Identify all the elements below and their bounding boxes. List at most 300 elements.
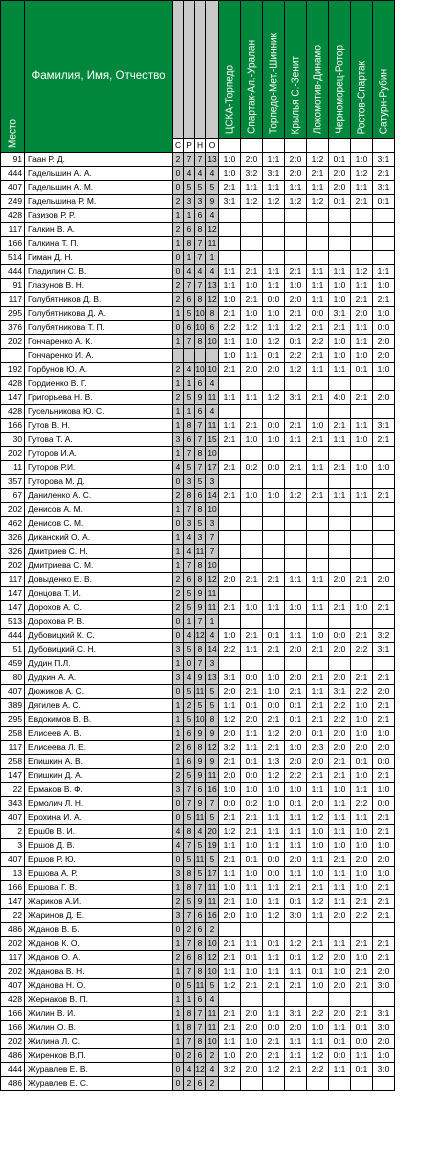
result-cell: 0:1 <box>241 755 263 769</box>
stat-cell: 9 <box>195 391 206 405</box>
place-cell: 444 <box>1 629 25 643</box>
result-cell: 1:1 <box>285 825 307 839</box>
result-cell: 2:1 <box>219 433 241 447</box>
result-cell: 1:1 <box>263 811 285 825</box>
name-cell: Денисов С. М. <box>25 517 173 531</box>
stat-cell: 8 <box>195 223 206 237</box>
stat-cell: 5 <box>184 601 195 615</box>
stat-cell: 10 <box>206 559 219 573</box>
result-cell: 0:1 <box>263 349 285 363</box>
result-cell <box>219 223 241 237</box>
stat-cell: 9 <box>195 769 206 783</box>
name-cell: Гончаренко И. А. <box>25 349 173 363</box>
table-row <box>1 839 395 853</box>
result-cell: 2:2 <box>351 797 373 811</box>
name-cell: Даниленко А. С. <box>25 489 173 503</box>
name-cell: Ерохина И. А. <box>25 811 173 825</box>
result-cell <box>219 237 241 251</box>
result-cell: 2:3 <box>307 741 329 755</box>
result-cell: 0:1 <box>285 895 307 909</box>
stat-cell: 2 <box>173 769 184 783</box>
name-cell: Ерш0в В. И. <box>25 825 173 839</box>
result-cell: 0:1 <box>373 195 395 209</box>
table-row <box>1 307 395 321</box>
stat-cell: 8 <box>195 937 206 951</box>
place-cell: 166 <box>1 1007 25 1021</box>
result-cell: 1:1 <box>263 181 285 195</box>
table-row <box>1 755 395 769</box>
result-cell: 3:1 <box>263 167 285 181</box>
result-cell: 1:0 <box>263 433 285 447</box>
stat-cell: 1 <box>173 1007 184 1021</box>
stat-cell: 6 <box>195 923 206 937</box>
result-cell: 2:0 <box>307 755 329 769</box>
result-cell: 3:2 <box>373 629 395 643</box>
result-cell <box>373 405 395 419</box>
result-cell: 0:1 <box>285 699 307 713</box>
table-row <box>1 615 395 629</box>
result-cell <box>219 517 241 531</box>
result-cell: 2:1 <box>373 433 395 447</box>
name-cell: Жданова В. Н. <box>25 965 173 979</box>
match-letter-spacer <box>263 139 285 153</box>
result-cell <box>263 923 285 937</box>
stat-cell: 4 <box>206 993 219 1007</box>
stat-cell: 0 <box>173 797 184 811</box>
result-cell: 1:1 <box>263 321 285 335</box>
result-cell <box>285 475 307 489</box>
stat-cell: 4 <box>206 405 219 419</box>
result-cell: 1:1 <box>285 867 307 881</box>
result-cell <box>285 993 307 1007</box>
name-cell: Гутов В. Н. <box>25 419 173 433</box>
result-cell: 1:0 <box>351 951 373 965</box>
stat-cell: 6 <box>195 1077 206 1091</box>
place-cell: 117 <box>1 293 25 307</box>
stat-cell: 4 <box>206 1063 219 1077</box>
match-header: Ростов-Спартак <box>351 1 373 139</box>
stat-cell: 1 <box>173 965 184 979</box>
stat-cell: 3 <box>173 909 184 923</box>
result-cell <box>307 993 329 1007</box>
name-header: Фамилия, Имя, Отчество <box>25 1 173 153</box>
result-cell <box>263 587 285 601</box>
result-cell: 1:1 <box>351 181 373 195</box>
stat-cell: 11 <box>206 587 219 601</box>
stat-cell: 9 <box>195 587 206 601</box>
result-cell: 1:1 <box>285 811 307 825</box>
table-row <box>1 923 395 937</box>
place-cell: 486 <box>1 1049 25 1063</box>
result-cell: 2:1 <box>219 1021 241 1035</box>
name-cell: Елисеева Л. Е. <box>25 741 173 755</box>
result-cell <box>307 405 329 419</box>
stat-cell: 1 <box>173 405 184 419</box>
result-cell: 0:0 <box>219 797 241 811</box>
result-cell: 1:2 <box>263 1063 285 1077</box>
table-row <box>1 377 395 391</box>
result-cell: 1:1 <box>329 433 351 447</box>
stat-cell: 5 <box>184 853 195 867</box>
result-cell: 2:0 <box>241 1049 263 1063</box>
table-row <box>1 209 395 223</box>
table-row <box>1 629 395 643</box>
place-cell: 147 <box>1 391 25 405</box>
stat-cell: 5 <box>195 517 206 531</box>
name-cell: Епишкин А. В. <box>25 755 173 769</box>
name-cell: Елисеев А. В. <box>25 727 173 741</box>
table-row <box>1 825 395 839</box>
result-cell <box>219 377 241 391</box>
result-cell: 2:1 <box>329 321 351 335</box>
stat-cell: 8 <box>184 1021 195 1035</box>
result-cell: 1:0 <box>329 335 351 349</box>
result-cell: 3:1 <box>219 195 241 209</box>
result-cell: 2:0 <box>285 293 307 307</box>
place-cell: 389 <box>1 699 25 713</box>
result-cell <box>219 587 241 601</box>
stat-cell: 7 <box>195 1007 206 1021</box>
place-cell: 166 <box>1 419 25 433</box>
table-row <box>1 699 395 713</box>
result-cell: 1:0 <box>263 307 285 321</box>
name-cell: Голубятников Д. В. <box>25 293 173 307</box>
stat-cell: 6 <box>195 783 206 797</box>
stat-cell: 8 <box>184 489 195 503</box>
table-row <box>1 237 395 251</box>
result-cell: 1:0 <box>241 1035 263 1049</box>
result-cell: 2:1 <box>351 979 373 993</box>
stat-cell: 2 <box>184 699 195 713</box>
stat-cell: 1 <box>184 377 195 391</box>
stat-cell: 5 <box>184 461 195 475</box>
result-cell: 1:2 <box>263 391 285 405</box>
stat-cell: 5 <box>184 811 195 825</box>
place-cell: 2 <box>1 825 25 839</box>
stat-cell: 7 <box>184 335 195 349</box>
result-cell: 1:0 <box>307 867 329 881</box>
result-cell: 1:0 <box>351 433 373 447</box>
stat-cell: 2 <box>206 1077 219 1091</box>
result-cell: 0:2 <box>241 797 263 811</box>
stat-cell: 3 <box>184 195 195 209</box>
result-cell: 1:2 <box>263 727 285 741</box>
result-cell: 0:0 <box>263 419 285 433</box>
result-cell: 1:1 <box>219 335 241 349</box>
table-row <box>1 895 395 909</box>
result-cell <box>329 531 351 545</box>
stat-cell: 10 <box>195 307 206 321</box>
result-cell: 2:2 <box>351 909 373 923</box>
stat-cell: 1 <box>184 209 195 223</box>
result-cell: 2:1 <box>285 685 307 699</box>
result-cell: 1:1 <box>329 797 351 811</box>
result-cell: 1:1 <box>307 783 329 797</box>
stat-cell: 1 <box>173 447 184 461</box>
result-cell: 0:1 <box>329 153 351 167</box>
result-cell: 1:1 <box>285 1049 307 1063</box>
stat-cell: 10 <box>206 363 219 377</box>
stat-cell: 1 <box>206 615 219 629</box>
stat-cell: 6 <box>184 223 195 237</box>
result-cell <box>351 615 373 629</box>
table-row <box>1 965 395 979</box>
result-cell: 1:0 <box>351 867 373 881</box>
result-cell: 1:1 <box>351 489 373 503</box>
result-cell: 1:1 <box>307 461 329 475</box>
result-cell <box>241 657 263 671</box>
result-cell <box>219 405 241 419</box>
result-cell <box>285 405 307 419</box>
result-cell: 1:1 <box>241 727 263 741</box>
result-cell: 1:1 <box>329 881 351 895</box>
place-cell: 91 <box>1 279 25 293</box>
result-cell: 1:1 <box>307 601 329 615</box>
result-cell: 2:0 <box>285 153 307 167</box>
stat-cell: 5 <box>206 979 219 993</box>
stat-cell: 1 <box>173 937 184 951</box>
stat-cell: 3 <box>173 433 184 447</box>
result-cell: 2:1 <box>351 671 373 685</box>
result-cell: 1:1 <box>351 335 373 349</box>
result-cell: 2:1 <box>285 265 307 279</box>
stat-cell: 7 <box>195 1021 206 1035</box>
stat-cell: 16 <box>206 783 219 797</box>
result-cell: 0:0 <box>263 461 285 475</box>
result-cell: 1:0 <box>307 419 329 433</box>
result-cell: 1:1 <box>219 839 241 853</box>
stat-cell: 5 <box>206 685 219 699</box>
place-cell: 147 <box>1 895 25 909</box>
table-body <box>1 153 395 1091</box>
result-cell <box>263 517 285 531</box>
result-cell: 1:1 <box>329 811 351 825</box>
result-cell <box>285 1077 307 1091</box>
table-row <box>1 783 395 797</box>
result-cell: 1:1 <box>307 573 329 587</box>
result-cell: 2:0 <box>373 391 395 405</box>
stat-cell: 2 <box>173 391 184 405</box>
result-cell: 2:1 <box>329 601 351 615</box>
result-cell <box>241 587 263 601</box>
result-cell <box>219 993 241 1007</box>
result-cell: 1:1 <box>263 965 285 979</box>
result-cell: 1:0 <box>373 461 395 475</box>
result-cell: 1:0 <box>373 1049 395 1063</box>
place-cell: 486 <box>1 923 25 937</box>
stat-cell: 2 <box>173 489 184 503</box>
result-cell: 2:1 <box>373 811 395 825</box>
result-cell: 2:1 <box>373 769 395 783</box>
stat-cell: 4 <box>206 167 219 181</box>
stat-cell: 10 <box>206 335 219 349</box>
result-cell: 1:2 <box>219 713 241 727</box>
result-cell: 0:1 <box>241 951 263 965</box>
stat-cell: 13 <box>206 153 219 167</box>
table-row <box>1 1077 395 1091</box>
stat-cell: 5 <box>195 867 206 881</box>
result-cell: 2:0 <box>263 363 285 377</box>
name-cell: Дмитриева С. М. <box>25 559 173 573</box>
place-cell: 462 <box>1 517 25 531</box>
result-cell <box>285 923 307 937</box>
place-cell: 91 <box>1 153 25 167</box>
match-letter-spacer <box>351 139 373 153</box>
result-cell <box>263 993 285 1007</box>
name-cell: Дюжиков А. С. <box>25 685 173 699</box>
stat-cell: 11 <box>206 1021 219 1035</box>
table-row <box>1 419 395 433</box>
stat-cell: 9 <box>195 895 206 909</box>
result-cell: 1:0 <box>329 839 351 853</box>
result-cell <box>285 377 307 391</box>
stat-cell: 6 <box>195 209 206 223</box>
stat-cell: 11 <box>206 881 219 895</box>
stat-cell: 0 <box>173 181 184 195</box>
result-cell: 1:1 <box>263 825 285 839</box>
stat-cell: 4 <box>184 265 195 279</box>
result-cell <box>219 923 241 937</box>
result-cell <box>307 531 329 545</box>
result-cell: 1:1 <box>263 895 285 909</box>
place-cell: 22 <box>1 783 25 797</box>
stat-cell: 12 <box>206 951 219 965</box>
table-row <box>1 335 395 349</box>
stat-cell: 1 <box>173 545 184 559</box>
stat-cell: 8 <box>184 881 195 895</box>
result-cell: 1:1 <box>351 419 373 433</box>
stat-cell: 6 <box>184 433 195 447</box>
result-cell: 2:2 <box>285 769 307 783</box>
result-cell <box>263 237 285 251</box>
stat-cell: 17 <box>206 867 219 881</box>
stat-cell: 6 <box>184 321 195 335</box>
result-cell: 2:1 <box>241 979 263 993</box>
result-cell <box>241 503 263 517</box>
result-cell: 2:0 <box>219 909 241 923</box>
result-cell <box>329 615 351 629</box>
result-cell: 2:0 <box>329 573 351 587</box>
stat-cell: 7 <box>195 615 206 629</box>
place-cell: 407 <box>1 181 25 195</box>
place-cell: 80 <box>1 671 25 685</box>
result-cell: 2:1 <box>219 895 241 909</box>
table-row <box>1 881 395 895</box>
result-cell <box>241 615 263 629</box>
result-cell: 3:0 <box>285 909 307 923</box>
place-cell: 428 <box>1 377 25 391</box>
stat-cell: 16 <box>206 909 219 923</box>
result-cell <box>241 251 263 265</box>
result-cell <box>329 223 351 237</box>
result-cell: 2:1 <box>263 573 285 587</box>
result-cell: 2:1 <box>307 167 329 181</box>
result-cell: 1:1 <box>285 433 307 447</box>
place-cell: 343 <box>1 797 25 811</box>
result-cell: 4:0 <box>329 391 351 405</box>
stat-cell: 4 <box>184 671 195 685</box>
result-cell <box>373 475 395 489</box>
result-cell: 1:0 <box>307 629 329 643</box>
result-cell: 1:2 <box>351 265 373 279</box>
table-row <box>1 979 395 993</box>
result-cell: 1:0 <box>329 293 351 307</box>
result-cell <box>373 237 395 251</box>
result-cell: 2:0 <box>219 685 241 699</box>
name-cell: Журавлев Е. В. <box>25 1063 173 1077</box>
result-cell: 1:1 <box>351 1049 373 1063</box>
result-cell: 2:1 <box>373 937 395 951</box>
result-cell: 3:2 <box>219 1063 241 1077</box>
match-letter-spacer <box>219 139 241 153</box>
stat-cell: 8 <box>206 713 219 727</box>
match-header: Черноморец-Ротор <box>329 1 351 139</box>
table-row <box>1 195 395 209</box>
result-cell: 2:1 <box>219 363 241 377</box>
result-cell: 2:1 <box>373 601 395 615</box>
result-cell: 3:0 <box>373 1063 395 1077</box>
name-cell: Епишкин Д. А. <box>25 769 173 783</box>
place-cell: 428 <box>1 209 25 223</box>
stat-cell: 11 <box>206 391 219 405</box>
result-cell: 0:0 <box>373 755 395 769</box>
result-cell: 1:1 <box>329 265 351 279</box>
result-cell: 1:1 <box>219 419 241 433</box>
result-cell: 1:0 <box>373 839 395 853</box>
stat-cell: 14 <box>206 489 219 503</box>
stat-cell: 11 <box>195 979 206 993</box>
name-cell: Ершов Д. В. <box>25 839 173 853</box>
result-cell: 2:1 <box>351 195 373 209</box>
stat-cell: 17 <box>206 461 219 475</box>
stat-cell: 7 <box>195 881 206 895</box>
result-cell: 2:1 <box>219 755 241 769</box>
result-cell: 2:1 <box>307 671 329 685</box>
result-cell: 1:0 <box>241 839 263 853</box>
result-cell: 1:0 <box>241 279 263 293</box>
result-cell: 1:0 <box>241 867 263 881</box>
place-cell: 13 <box>1 867 25 881</box>
result-cell: 2:0 <box>373 685 395 699</box>
stat-cell: 6 <box>195 1049 206 1063</box>
result-cell: 1:1 <box>241 643 263 657</box>
result-cell: 2:1 <box>219 601 241 615</box>
result-cell: 1:2 <box>307 1049 329 1063</box>
table-row <box>1 937 395 951</box>
stat-cell: 5 <box>184 643 195 657</box>
result-cell <box>285 517 307 531</box>
result-cell <box>351 923 373 937</box>
result-cell: 1:1 <box>285 1035 307 1049</box>
result-cell <box>263 405 285 419</box>
result-cell: 0:0 <box>263 293 285 307</box>
result-cell: 2:0 <box>285 643 307 657</box>
result-cell: 3:1 <box>373 153 395 167</box>
stat-cell: 7 <box>184 937 195 951</box>
name-cell: Жданов В. Б. <box>25 923 173 937</box>
stat-cell: 12 <box>195 629 206 643</box>
result-cell <box>263 223 285 237</box>
name-cell: Гадельшин А. А. <box>25 167 173 181</box>
result-cell: 2:0 <box>373 853 395 867</box>
result-cell: 1:2 <box>241 321 263 335</box>
result-cell: 3:0 <box>373 979 395 993</box>
result-cell <box>329 447 351 461</box>
table-row <box>1 867 395 881</box>
result-cell: 3:2 <box>219 741 241 755</box>
result-cell <box>263 545 285 559</box>
stat-cell: 0 <box>184 657 195 671</box>
